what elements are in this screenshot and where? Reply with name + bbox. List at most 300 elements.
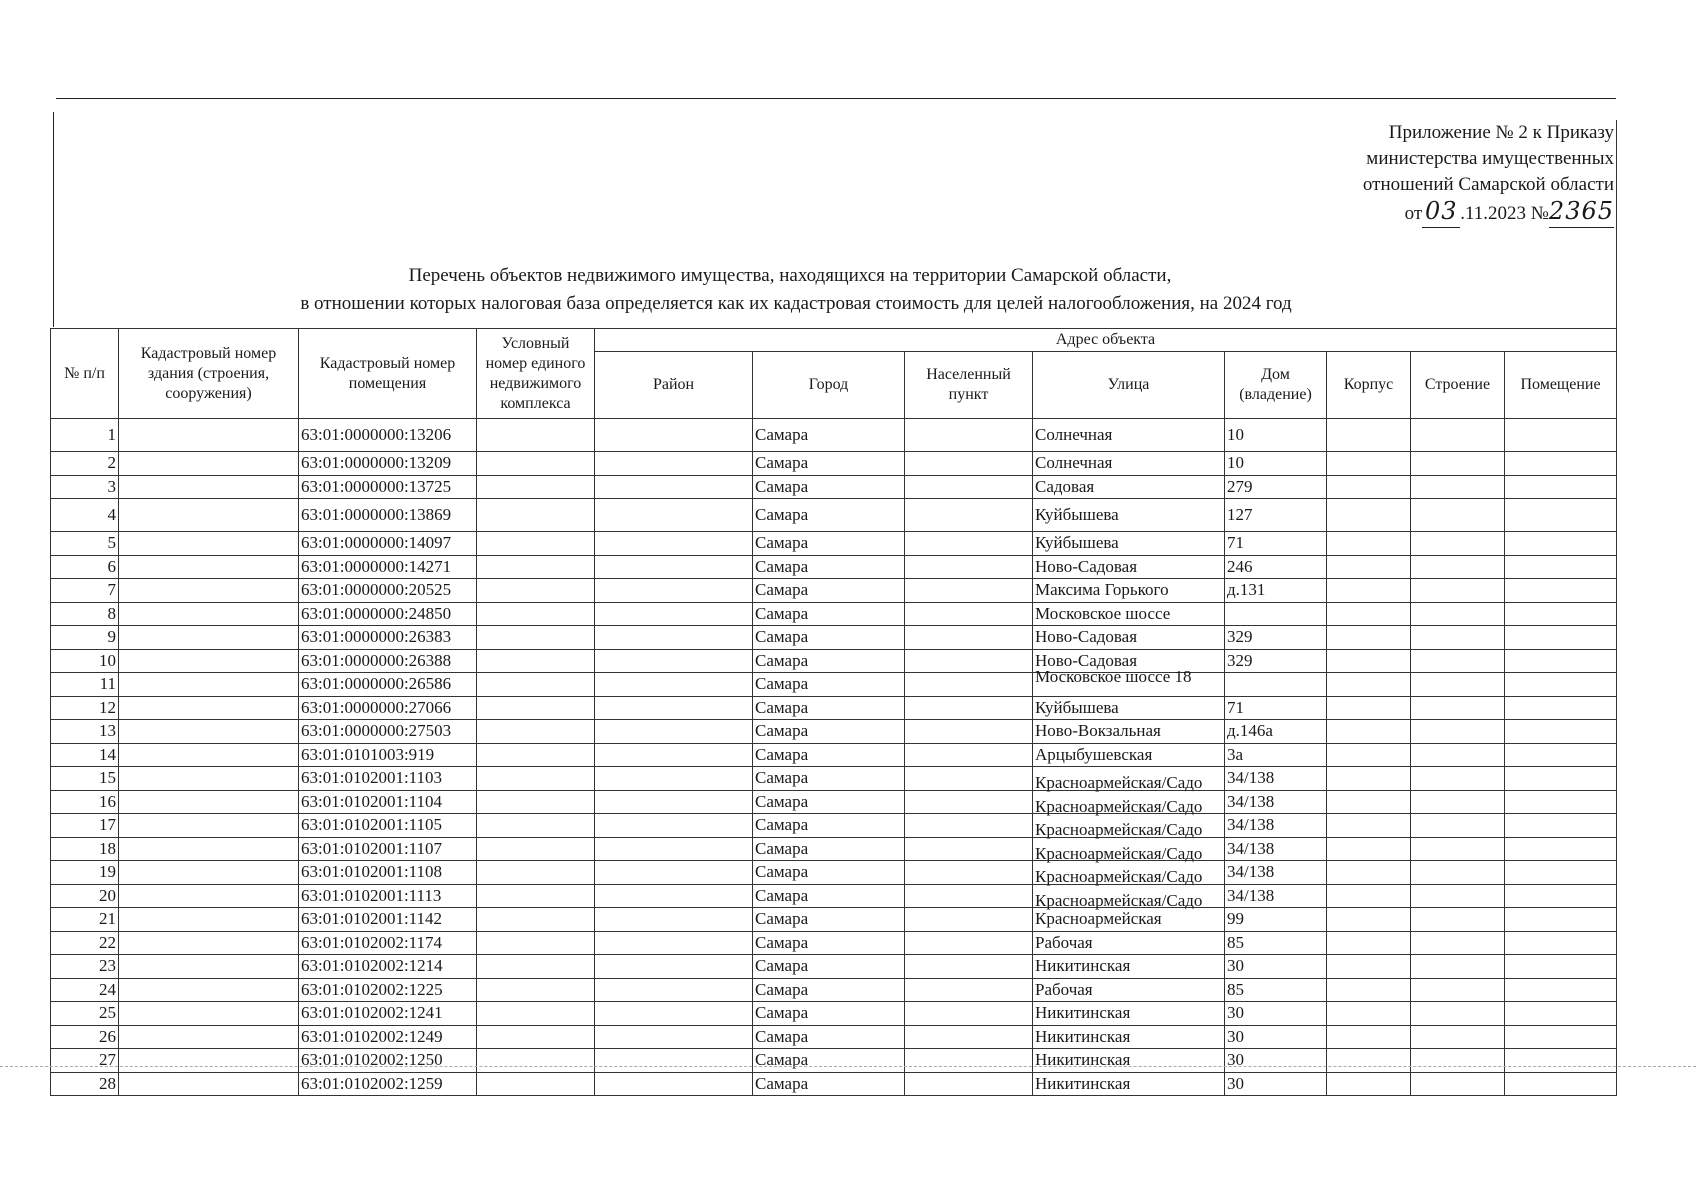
cell-district: [595, 1025, 753, 1049]
page-frame-top-line: [56, 98, 1616, 99]
document-title: [0, 262, 1696, 318]
cell-stroenie: [1411, 908, 1505, 932]
cell-stroenie: [1411, 555, 1505, 579]
cell-room-cadastral: 63:01:0102001:1103: [299, 767, 477, 791]
cell-street: Никитинская: [1033, 1072, 1225, 1096]
cell-room: [1505, 419, 1617, 452]
cell-korpus: [1327, 978, 1411, 1002]
cell-complex-number: [477, 720, 595, 744]
cell-korpus: [1327, 861, 1411, 885]
cell-complex-number: [477, 1049, 595, 1073]
cell-city: Самара: [753, 649, 905, 673]
cell-street: Рабочая: [1033, 931, 1225, 955]
cell-city: Самара: [753, 790, 905, 814]
cell-district: [595, 673, 753, 697]
cell-room-cadastral: 63:01:0102001:1107: [299, 837, 477, 861]
cell-room: [1505, 579, 1617, 603]
cell-district: [595, 602, 753, 626]
cell-complex-number: [477, 743, 595, 767]
cell-house: 34/138: [1225, 767, 1327, 791]
cell-building-cadastral: [119, 790, 299, 814]
table-row: [51, 626, 1617, 650]
cell-num: 26: [51, 1025, 119, 1049]
cell-settlement: [905, 884, 1033, 908]
cell-street: Никитинская: [1033, 1049, 1225, 1073]
cell-korpus: [1327, 1025, 1411, 1049]
cell-complex-number: [477, 602, 595, 626]
cell-house: 30: [1225, 1002, 1327, 1026]
cell-city: Самара: [753, 555, 905, 579]
table-row: [51, 532, 1617, 556]
header-num: № п/п: [51, 329, 119, 419]
cell-korpus: [1327, 555, 1411, 579]
cell-num: 7: [51, 579, 119, 603]
cell-korpus: [1327, 837, 1411, 861]
cell-house: 30: [1225, 1049, 1327, 1073]
cell-house: 30: [1225, 1072, 1327, 1096]
cell-stroenie: [1411, 837, 1505, 861]
table-row: [51, 1002, 1617, 1026]
cell-room: [1505, 814, 1617, 838]
cell-street: Арцыбушевская: [1033, 743, 1225, 767]
cell-korpus: [1327, 602, 1411, 626]
cell-num: 6: [51, 555, 119, 579]
cell-room-cadastral: 63:01:0102002:1214: [299, 955, 477, 979]
cell-street: Ново-Садовая: [1033, 649, 1225, 673]
cell-street: Красноармейская: [1033, 908, 1225, 932]
cell-district: [595, 1002, 753, 1026]
cell-street-text: Красноармейская/Садо: [1035, 773, 1203, 793]
cell-stroenie: [1411, 1072, 1505, 1096]
cell-num: 24: [51, 978, 119, 1002]
cell-complex-number: [477, 978, 595, 1002]
cell-house: 279: [1225, 475, 1327, 499]
cell-city: Самара: [753, 532, 905, 556]
cell-room-cadastral: 63:01:0102002:1174: [299, 931, 477, 955]
table-row: [51, 419, 1617, 452]
cell-settlement: [905, 978, 1033, 1002]
cell-building-cadastral: [119, 452, 299, 476]
cell-korpus: [1327, 908, 1411, 932]
cell-complex-number: [477, 1072, 595, 1096]
table-row: [51, 452, 1617, 476]
cell-district: [595, 696, 753, 720]
cell-room-cadastral: 63:01:0000000:13869: [299, 499, 477, 532]
appendix-line-3: отношений Самарской области: [1362, 174, 1614, 195]
cell-num: 4: [51, 499, 119, 532]
title-line-2: в отношении которых налоговая база определяется как их кадастровая стоимость для целей налогообложения, на 2024 год: [300, 293, 1292, 314]
cell-stroenie: [1411, 1002, 1505, 1026]
cell-room: [1505, 626, 1617, 650]
cell-building-cadastral: [119, 532, 299, 556]
table-row: [51, 767, 1617, 791]
cell-stroenie: [1411, 1025, 1505, 1049]
cell-stroenie: [1411, 955, 1505, 979]
cell-num: 20: [51, 884, 119, 908]
cell-building-cadastral: [119, 861, 299, 885]
table-header: [51, 329, 1617, 419]
cell-complex-number: [477, 452, 595, 476]
cell-korpus: [1327, 419, 1411, 452]
cell-settlement: [905, 499, 1033, 532]
cell-korpus: [1327, 814, 1411, 838]
cell-city: Самара: [753, 626, 905, 650]
cell-building-cadastral: [119, 475, 299, 499]
cell-settlement: [905, 861, 1033, 885]
cell-building-cadastral: [119, 767, 299, 791]
cell-stroenie: [1411, 579, 1505, 603]
cell-complex-number: [477, 673, 595, 697]
cell-stroenie: [1411, 475, 1505, 499]
appendix-line-2: министерства имущественных: [1366, 148, 1614, 169]
table-row: [51, 743, 1617, 767]
cell-stroenie: [1411, 978, 1505, 1002]
cell-room: [1505, 696, 1617, 720]
cell-complex-number: [477, 579, 595, 603]
cell-city: Самара: [753, 602, 905, 626]
cell-building-cadastral: [119, 602, 299, 626]
cell-settlement: [905, 1049, 1033, 1073]
cell-complex-number: [477, 861, 595, 885]
cell-stroenie: [1411, 499, 1505, 532]
cell-stroenie: [1411, 452, 1505, 476]
cell-num: 10: [51, 649, 119, 673]
cell-district: [595, 884, 753, 908]
cell-house: 85: [1225, 978, 1327, 1002]
cell-building-cadastral: [119, 814, 299, 838]
cell-room: [1505, 955, 1617, 979]
cell-num: 21: [51, 908, 119, 932]
cell-building-cadastral: [119, 419, 299, 452]
header-settlement: Населенный пункт: [905, 352, 1033, 419]
cell-stroenie: [1411, 626, 1505, 650]
cell-settlement: [905, 1072, 1033, 1096]
cell-building-cadastral: [119, 978, 299, 1002]
cell-room: [1505, 861, 1617, 885]
cell-room-cadastral: 63:01:0000000:13209: [299, 452, 477, 476]
cell-stroenie: [1411, 884, 1505, 908]
cell-complex-number: [477, 884, 595, 908]
cell-district: [595, 579, 753, 603]
cell-room: [1505, 978, 1617, 1002]
cell-street: Ново-Вокзальная: [1033, 720, 1225, 744]
cell-stroenie: [1411, 814, 1505, 838]
cell-city: Самара: [753, 499, 905, 532]
cell-house: 34/138: [1225, 837, 1327, 861]
cell-city: Самара: [753, 1049, 905, 1073]
cell-district: [595, 555, 753, 579]
cell-room: [1505, 1002, 1617, 1026]
cell-room: [1505, 673, 1617, 697]
cell-house: 34/138: [1225, 814, 1327, 838]
cell-house: 34/138: [1225, 790, 1327, 814]
cell-building-cadastral: [119, 555, 299, 579]
cell-num: 3: [51, 475, 119, 499]
cell-room: [1505, 649, 1617, 673]
cell-room-cadastral: 63:01:0102001:1104: [299, 790, 477, 814]
cell-house: 10: [1225, 452, 1327, 476]
header-city: Город: [753, 352, 905, 419]
table-body: [51, 419, 1617, 1096]
table-row: [51, 1049, 1617, 1073]
order-number-handwritten: 2365: [1548, 197, 1614, 225]
cell-building-cadastral: [119, 720, 299, 744]
cell-settlement: [905, 814, 1033, 838]
cell-settlement: [905, 452, 1033, 476]
cell-street: [1033, 814, 1225, 838]
cell-building-cadastral: [119, 626, 299, 650]
cell-korpus: [1327, 743, 1411, 767]
cell-district: [595, 955, 753, 979]
cell-house: 246: [1225, 555, 1327, 579]
header-room-cadastral: Кадастровый номер помещения: [299, 329, 477, 419]
cell-house: 71: [1225, 532, 1327, 556]
cell-settlement: [905, 649, 1033, 673]
table-row: [51, 790, 1617, 814]
cell-settlement: [905, 555, 1033, 579]
cell-room: [1505, 475, 1617, 499]
cell-complex-number: [477, 696, 595, 720]
cell-complex-number: [477, 532, 595, 556]
cell-city: Самара: [753, 696, 905, 720]
table-row: [51, 837, 1617, 861]
cell-house: 71: [1225, 696, 1327, 720]
cell-city: Самара: [753, 908, 905, 932]
cell-settlement: [905, 767, 1033, 791]
cell-korpus: [1327, 649, 1411, 673]
cell-city: Самара: [753, 720, 905, 744]
cell-house: 10: [1225, 419, 1327, 452]
cell-korpus: [1327, 767, 1411, 791]
cell-house: 329: [1225, 626, 1327, 650]
cell-house: [1225, 673, 1327, 697]
cell-district: [595, 837, 753, 861]
cell-street: [1033, 790, 1225, 814]
cell-room-cadastral: 63:01:0102002:1259: [299, 1072, 477, 1096]
cell-city: Самара: [753, 931, 905, 955]
cell-korpus: [1327, 884, 1411, 908]
cell-room: [1505, 555, 1617, 579]
cell-settlement: [905, 743, 1033, 767]
cell-building-cadastral: [119, 579, 299, 603]
cell-building-cadastral: [119, 1002, 299, 1026]
date-day-handwritten: 03: [1424, 197, 1458, 225]
cell-street: Солнечная: [1033, 419, 1225, 452]
cell-district: [595, 931, 753, 955]
cell-settlement: [905, 419, 1033, 452]
cell-num: 19: [51, 861, 119, 885]
appendix-date-line: [1363, 198, 1614, 228]
cell-room: [1505, 1025, 1617, 1049]
cell-city: Самара: [753, 814, 905, 838]
table-row: [51, 649, 1617, 673]
cell-complex-number: [477, 1002, 595, 1026]
cell-korpus: [1327, 696, 1411, 720]
cell-complex-number: [477, 626, 595, 650]
cell-stroenie: [1411, 602, 1505, 626]
table-row: [51, 1072, 1617, 1096]
cell-house: 3а: [1225, 743, 1327, 767]
cell-num: 1: [51, 419, 119, 452]
cell-room-cadastral: 63:01:0000000:20525: [299, 579, 477, 603]
table-row: [51, 720, 1617, 744]
cell-korpus: [1327, 532, 1411, 556]
cell-house: 34/138: [1225, 861, 1327, 885]
cell-district: [595, 1049, 753, 1073]
cell-room-cadastral: 63:01:0102001:1113: [299, 884, 477, 908]
cell-settlement: [905, 1025, 1033, 1049]
cell-city: Самара: [753, 861, 905, 885]
cell-building-cadastral: [119, 884, 299, 908]
header-stroenie: Строение: [1411, 352, 1505, 419]
cell-district: [595, 814, 753, 838]
cell-building-cadastral: [119, 837, 299, 861]
cell-settlement: [905, 837, 1033, 861]
cell-room: [1505, 837, 1617, 861]
table-row: [51, 499, 1617, 532]
cell-complex-number: [477, 1025, 595, 1049]
cell-settlement: [905, 696, 1033, 720]
cell-street: Никитинская: [1033, 1025, 1225, 1049]
cell-korpus: [1327, 1049, 1411, 1073]
cell-settlement: [905, 579, 1033, 603]
cell-korpus: [1327, 955, 1411, 979]
cell-stroenie: [1411, 790, 1505, 814]
cell-house: [1225, 602, 1327, 626]
cell-room: [1505, 452, 1617, 476]
cell-korpus: [1327, 475, 1411, 499]
cell-settlement: [905, 532, 1033, 556]
cell-room-cadastral: 63:01:0000000:26388: [299, 649, 477, 673]
cell-building-cadastral: [119, 1049, 299, 1073]
cell-stroenie: [1411, 861, 1505, 885]
table-row: [51, 908, 1617, 932]
cell-settlement: [905, 673, 1033, 697]
cell-street: Куйбышева: [1033, 532, 1225, 556]
cell-korpus: [1327, 579, 1411, 603]
cell-city: Самара: [753, 579, 905, 603]
cell-district: [595, 475, 753, 499]
cell-room-cadastral: 63:01:0102002:1250: [299, 1049, 477, 1073]
cell-num: 25: [51, 1002, 119, 1026]
cell-street: [1033, 837, 1225, 861]
table-row: [51, 673, 1617, 697]
cell-room-cadastral: 63:01:0000000:26383: [299, 626, 477, 650]
cell-room-cadastral: 63:01:0102002:1241: [299, 1002, 477, 1026]
table-row: [51, 475, 1617, 499]
header-address: Адрес объекта: [595, 329, 1617, 352]
cell-korpus: [1327, 720, 1411, 744]
header-district: Район: [595, 352, 753, 419]
cell-room-cadastral: 63:01:0102002:1249: [299, 1025, 477, 1049]
appendix-line-1: Приложение № 2 к Приказу: [1388, 122, 1614, 143]
cell-num: 13: [51, 720, 119, 744]
cell-num: 17: [51, 814, 119, 838]
header-complex-number: Условный номер единого недвижимого комплекса: [477, 329, 595, 419]
cell-room: [1505, 767, 1617, 791]
cell-house: 30: [1225, 955, 1327, 979]
cell-district: [595, 626, 753, 650]
cell-num: 22: [51, 931, 119, 955]
cell-street: Куйбышева: [1033, 696, 1225, 720]
cell-settlement: [905, 626, 1033, 650]
cell-settlement: [905, 955, 1033, 979]
cell-korpus: [1327, 931, 1411, 955]
cell-building-cadastral: [119, 1072, 299, 1096]
cell-room-cadastral: 63:01:0000000:27066: [299, 696, 477, 720]
cell-street: Максима Горького: [1033, 579, 1225, 603]
cell-settlement: [905, 475, 1033, 499]
cell-korpus: [1327, 626, 1411, 650]
cell-street: [1033, 861, 1225, 885]
cell-settlement: [905, 1002, 1033, 1026]
cell-room-cadastral: 63:01:0102001:1142: [299, 908, 477, 932]
cell-num: 8: [51, 602, 119, 626]
cell-num: 2: [51, 452, 119, 476]
table-row: [51, 814, 1617, 838]
scan-dashed-line: [0, 1066, 1696, 1067]
cell-room-cadastral: 63:01:0000000:14097: [299, 532, 477, 556]
cell-street: Садовая: [1033, 475, 1225, 499]
cell-complex-number: [477, 649, 595, 673]
cell-complex-number: [477, 419, 595, 452]
cell-street: Московское шоссе: [1033, 602, 1225, 626]
date-rest: .11.2023 №: [1460, 203, 1549, 224]
cell-complex-number: [477, 931, 595, 955]
cell-room: [1505, 720, 1617, 744]
cell-korpus: [1327, 452, 1411, 476]
cell-complex-number: [477, 499, 595, 532]
cell-street-text: Красноармейская/Садо: [1035, 843, 1203, 863]
cell-room: [1505, 931, 1617, 955]
cell-street: Рабочая: [1033, 978, 1225, 1002]
header-room: Помещение: [1505, 352, 1617, 419]
cell-stroenie: [1411, 743, 1505, 767]
cell-house: 30: [1225, 1025, 1327, 1049]
cell-num: 5: [51, 532, 119, 556]
cell-district: [595, 978, 753, 1002]
cell-district: [595, 499, 753, 532]
cell-house: 85: [1225, 931, 1327, 955]
cell-building-cadastral: [119, 908, 299, 932]
cell-korpus: [1327, 1072, 1411, 1096]
table-row: [51, 861, 1617, 885]
cell-building-cadastral: [119, 696, 299, 720]
cell-stroenie: [1411, 931, 1505, 955]
cell-room: [1505, 532, 1617, 556]
cell-num: 14: [51, 743, 119, 767]
header-korpus: Корпус: [1327, 352, 1411, 419]
cell-settlement: [905, 602, 1033, 626]
table-row: [51, 931, 1617, 955]
cell-complex-number: [477, 475, 595, 499]
cell-city: Самара: [753, 452, 905, 476]
table-row: [51, 555, 1617, 579]
cell-building-cadastral: [119, 931, 299, 955]
cell-room-cadastral: 63:01:0101003:919: [299, 743, 477, 767]
cell-city: Самара: [753, 767, 905, 791]
cell-city: Самара: [753, 673, 905, 697]
cell-korpus: [1327, 673, 1411, 697]
cell-num: 18: [51, 837, 119, 861]
cell-city: Самара: [753, 1072, 905, 1096]
title-line-1: Перечень объектов недвижимого имущества, находящихся на территории Самарской области,: [408, 265, 1172, 286]
cell-district: [595, 790, 753, 814]
table-row: [51, 579, 1617, 603]
cell-num: 11: [51, 673, 119, 697]
cell-room: [1505, 602, 1617, 626]
cell-street: Солнечная: [1033, 452, 1225, 476]
